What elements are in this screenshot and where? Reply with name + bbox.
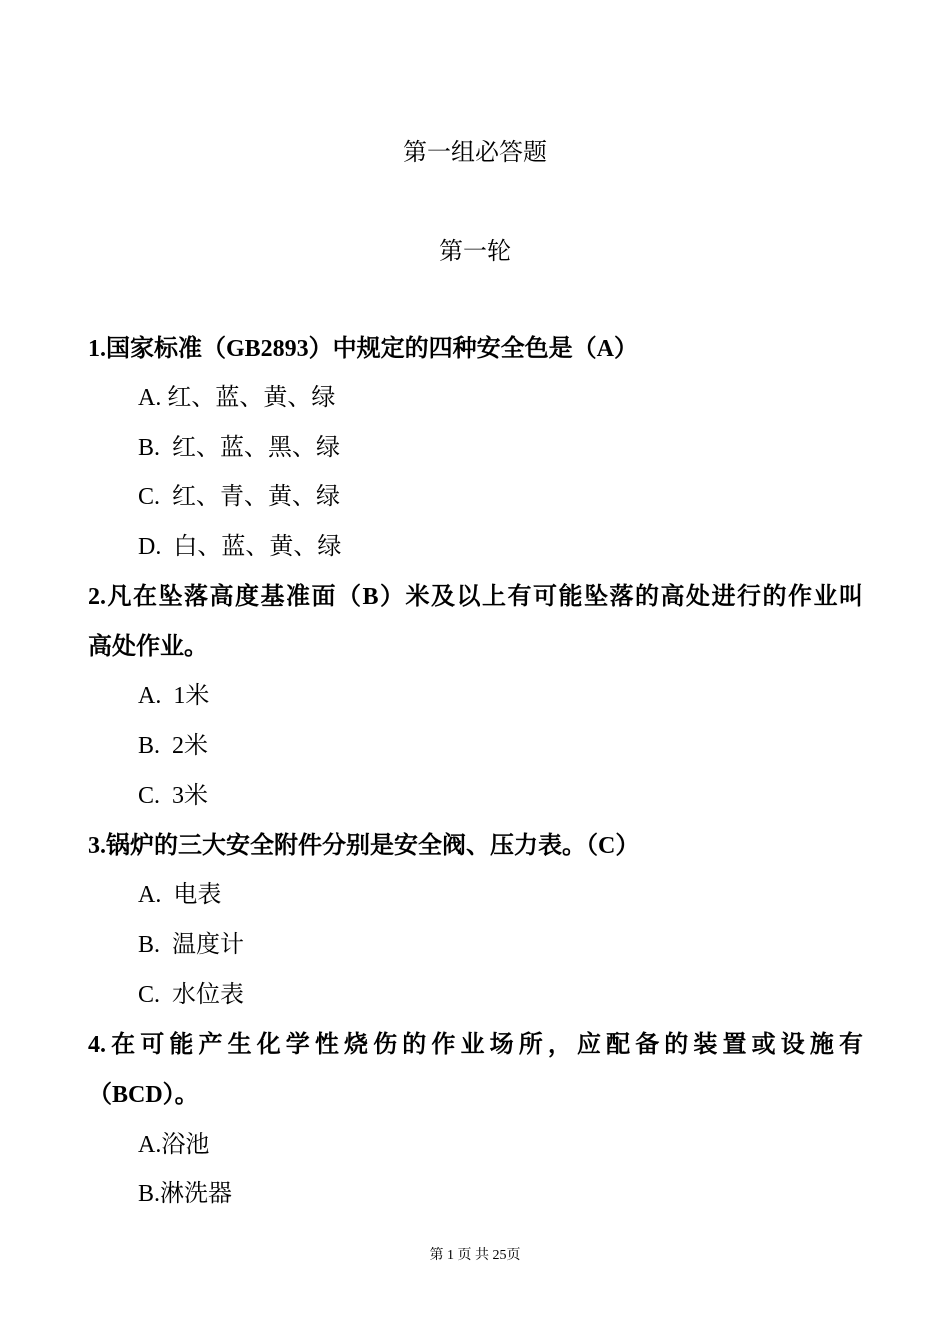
round-title: 第一轮 — [439, 237, 511, 265]
question-1-option-a: A. 红、蓝、黄、绿 — [138, 385, 336, 411]
question-4-text-line1: 4.在可能产生化学性烧伤的作业场所，应配备的装置或设施有 — [88, 1032, 863, 1058]
question-1-option-d: D. 白、蓝、黄、绿 — [138, 534, 342, 560]
question-3-option-a: A. 电表 — [138, 882, 222, 908]
question-3-option-b: B. 温度计 — [138, 932, 245, 958]
question-2-option-c: C. 3米 — [138, 783, 209, 809]
section-title: 第一组必答题 — [403, 138, 547, 166]
question-3-option-c: C. 水位表 — [138, 982, 245, 1008]
page-footer: 第 1 页 共 25页 — [429, 1248, 521, 1263]
question-3-text: 3.锅炉的三大安全附件分别是安全阀、压力表。（C） — [88, 833, 640, 859]
question-1-text: 1.国家标准（GB2893）中规定的四种安全色是（A） — [88, 336, 639, 362]
question-4-text-line2: （BCD）。 — [88, 1082, 199, 1108]
question-1-option-b: B. 红、蓝、黑、绿 — [138, 435, 341, 461]
question-4-option-a: A.浴池 — [138, 1132, 210, 1158]
question-4-option-b: B.淋洗器 — [138, 1181, 233, 1207]
question-2-option-b: B. 2米 — [138, 733, 209, 759]
question-2-text-line1: 2.凡在坠落高度基准面（B）米及以上有可能坠落的高处进行的作业叫 — [88, 584, 863, 610]
question-1-option-c: C. 红、青、黄、绿 — [138, 484, 341, 510]
question-2-text-line2: 高处作业。 — [88, 634, 208, 660]
question-2-option-a: A. 1米 — [138, 683, 210, 709]
